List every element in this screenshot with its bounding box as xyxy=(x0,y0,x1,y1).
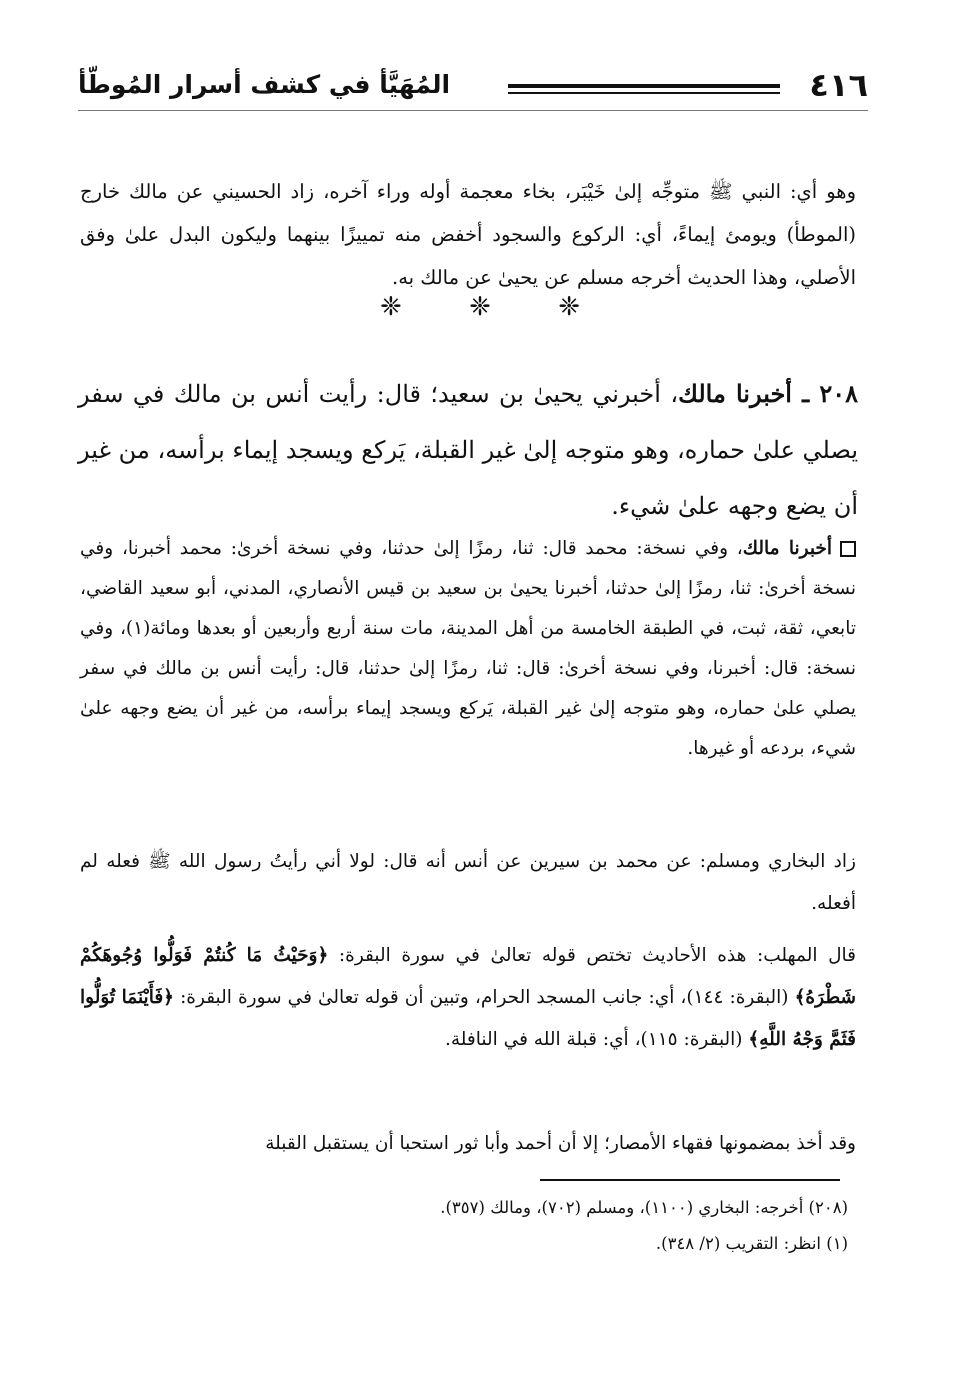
commentary-body: ، وفي نسخة: محمد قال: ثنا، رمزًا إلىٰ حدثنا، وفي نسخة أخرىٰ: محمد أخبرنا، وفي نسخة أخرىٰ: ثنا، رمزًا إلىٰ حدثنا، أخبرنا يحيىٰ بن سعيد بن قيس الأنصاري، المدني، أبو سعيد القاضي، تابعي، ثقة، ثبت، في الطبقة الخامسة من أهل المدينة، مات سنة أربع وأربعين أو بعدها ومائة(١)، وفي نسخة: قال: أخبرنا، وفي نسخة أخرىٰ: قال: ثنا، رمزًا إلىٰ حدثنا، قال: رأيت أنس بن مالك في سفر يصلي علىٰ حماره، وهو متوجه إلىٰ غير القبلة، يَركع ويسجد إيماء برأسه، من غير أن يضع وجهه علىٰ شيء، بردعه أو غيرها. xyxy=(80,537,856,759)
footnote-divider xyxy=(540,1179,840,1181)
commentary-paragraph xyxy=(80,529,856,769)
footnotes xyxy=(148,1190,848,1262)
muhallab-paragraph xyxy=(80,935,856,1061)
section-separator xyxy=(380,292,580,322)
separator-star-icon: ❈ xyxy=(558,292,580,322)
page-header xyxy=(78,60,868,116)
hadith-number: ٢٠٨ ـ أخبرنا مالك xyxy=(678,379,858,408)
last-paragraph: وقد أخذ بمضمونها فقهاء الأمصار؛ إلا أن أحمد وأبا ثور استحبا أن يستقبل القبلة xyxy=(265,1132,856,1154)
separator-star-icon: ❈ xyxy=(380,292,402,322)
quran-verse-1: ﴿وَحَيْثُ مَا كُنتُمْ فَوَلُّوا وُجُوهَكُمْ شَطْرَهُ﴾ xyxy=(80,944,856,1008)
muhallab-text-2: (البقرة: ١٤٤)، أي: جانب المسجد الحرام، وتبين أن قوله تعالىٰ في سورة البقرة: xyxy=(174,986,795,1008)
separator-star-icon: ❈ xyxy=(469,292,491,322)
commentary-lead: أخبرنا مالك xyxy=(742,537,832,559)
muhallab-text-1: قال المهلب: هذه الأحاديث تختص قوله تعالىٰ في سورة البقرة: xyxy=(328,944,856,966)
quran-verse-2: ﴿فَأَيْنَمَا تُوَلُّوا فَثَمَّ وَجْهُ اللَّهِ﴾ xyxy=(80,986,856,1050)
header-rule-thin xyxy=(508,92,780,94)
bukhari-paragraph: زاد البخاري ومسلم: عن محمد بن سيرين عن أنس أنه قال: لولا أني رأيتُ رسول الله ﷺ فعله لم أفعله. xyxy=(80,850,856,914)
page-number: ٤١٦ xyxy=(809,66,868,104)
square-bullet-icon xyxy=(840,541,856,557)
footnote-line: (١) انظر: التقريب (٢/ ٣٤٨). xyxy=(655,1234,848,1253)
header-rule xyxy=(508,84,780,88)
running-title: المُهَيَّأ في كشف أسرار المُوطّأ xyxy=(78,70,451,99)
intro-paragraph: وهو أي: النبي ﷺ متوجِّه إلىٰ خَيْبَر، بخاء معجمة أوله وراء آخره، زاد الحسيني عن مالك خارج (الموطأ) ويومئ إيماءً، أي: الركوع والسجود أخفض منه تمييزًا بينهما وليكون البدل علىٰ وفق الأصلي، وهذا الحديث أخرجه مسلم عن يحيىٰ عن مالك به. xyxy=(80,179,856,289)
hadith-text xyxy=(78,366,858,534)
header-divider xyxy=(78,110,868,111)
footnote-line: (٢٠٨) أخرجه: البخاري (١١٠٠)، ومسلم (٧٠٢)، ومالك (٣٥٧). xyxy=(440,1198,848,1217)
hadith-body: ، أخبرني يحيىٰ بن سعيد؛ قال: رأيت أنس بن مالك في سفر يصلي علىٰ حماره، وهو متوجه إلىٰ غير القبلة، يَركع ويسجد إيماء برأسه، من غير أن يضع وجهه علىٰ شيء. xyxy=(78,380,858,520)
muhallab-text-3: (البقرة: ١١٥)، أي: قبلة الله في النافلة. xyxy=(445,1028,749,1050)
